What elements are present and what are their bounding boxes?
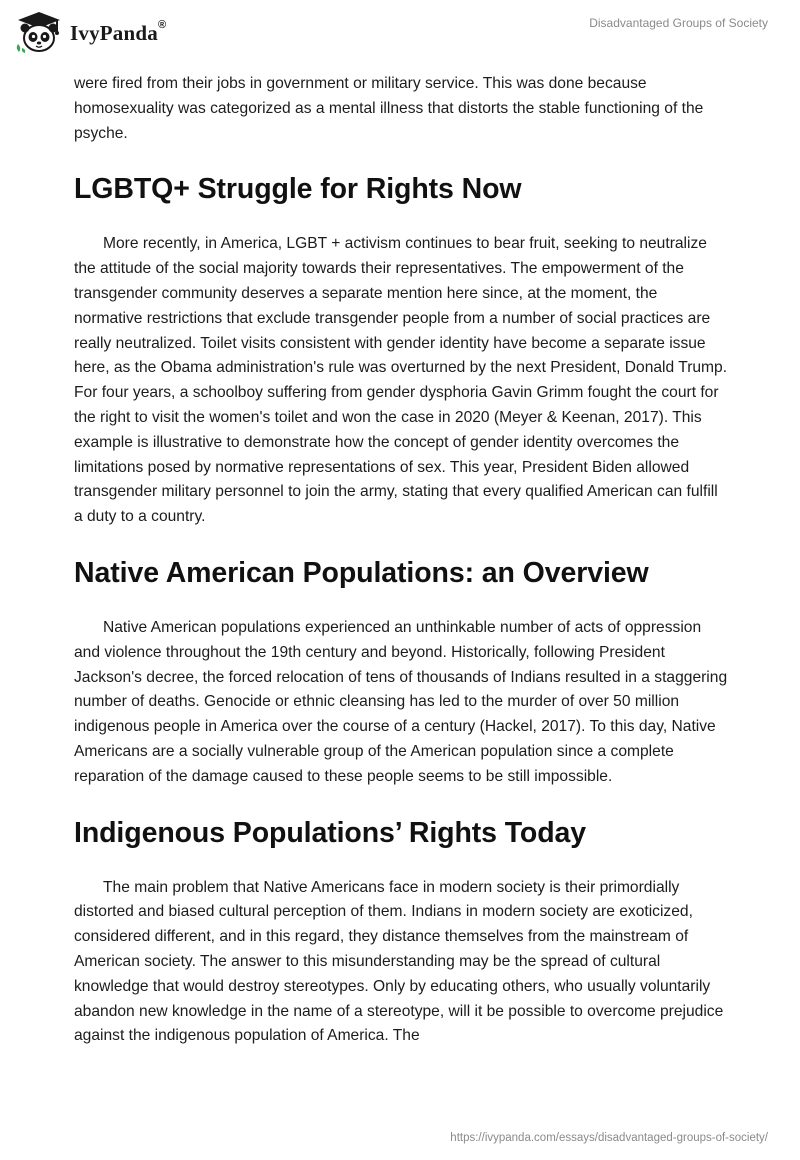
section-heading-native-american: Native American Populations: an Overview	[74, 556, 649, 589]
registered-mark: ®	[157, 18, 167, 31]
section-paragraph-indigenous-rights: The main problem that Native Americans face in modern society is their primordially distorted and biased cultural perception of them. Indians in modern society are exoticized, considered different, and in this regard, they distance themselves from the mainstream of American society. The answer to this misunderstanding may be the spread of cultural knowledge that would destroy stereotypes. Only by educating others, who usually voluntarily abandon new knowledge in the name of a stereotype, will it be possible to overcome prejudice against the indigenous population of America. The	[74, 878, 724, 1045]
section-heading-indigenous-rights: Indigenous Populations’ Rights Today	[74, 816, 587, 849]
footer-url-link[interactable]: https://ivypanda.com/essays/disadvantaged-groups-of-society/	[450, 1132, 768, 1144]
page-header	[0, 0, 800, 60]
essay-content	[74, 72, 728, 1049]
panda-logo-icon	[14, 10, 64, 54]
ivypanda-logo[interactable]	[14, 10, 166, 54]
section-paragraph-native-american: Native American populations experienced an unthinkable number of acts of oppression and violence throughout the 19th century and beyond. Historically, following President Jackson's decree, the forced relocation of tens of thousands of Indians resulted in a staggering number of deaths. Genocide or ethnic cleansing has led to the murder of over 50 million indigenous people in America over the course of a century (Hackel, 2017). To this day, Native Americans are a socially vulnerable group of the American population since a complete reparation of the damage caused to these people seems to be still impossible.	[74, 618, 728, 785]
section-paragraph-lgbtq: More recently, in America, LGBT + activism continues to bear fruit, seeking to neutralize the attitude of the social majority towards their representatives. The empowerment of the transgender community deserves a separate mention here since, at the moment, the normative restrictions that exclude transgender people from a number of social practices are really neutralized. Toilet visits consistent with gender identity have become a separate issue here, as the Obama administration's rule was overturned by the next President, Donald Trump. For four years, a schoolboy suffering from gender dysphoria Gavin Grimm fought the court for the right to visit the women's toilet and won the case in 2020 (Meyer & Keenan, 2017). This example is illustrative to demonstrate how the concept of gender identity overcomes the limitations posed by normative representations of sex. This year, President Biden allowed transgender military personnel to join the army, stating that every qualified American can fulfill a duty to a country.	[74, 235, 728, 526]
document-title: Disadvantaged Groups of Society	[589, 16, 768, 30]
logo-wordmark	[70, 18, 167, 46]
section-heading-lgbtq: LGBTQ+ Struggle for Rights Now	[74, 173, 522, 206]
intro-paragraph: were fired from their jobs in government or military service. This was done because homosexuality was categorized as a mental illness that distorts the stable functioning of the psyche.	[74, 75, 704, 142]
logo-name: IvyPanda	[70, 20, 158, 45]
